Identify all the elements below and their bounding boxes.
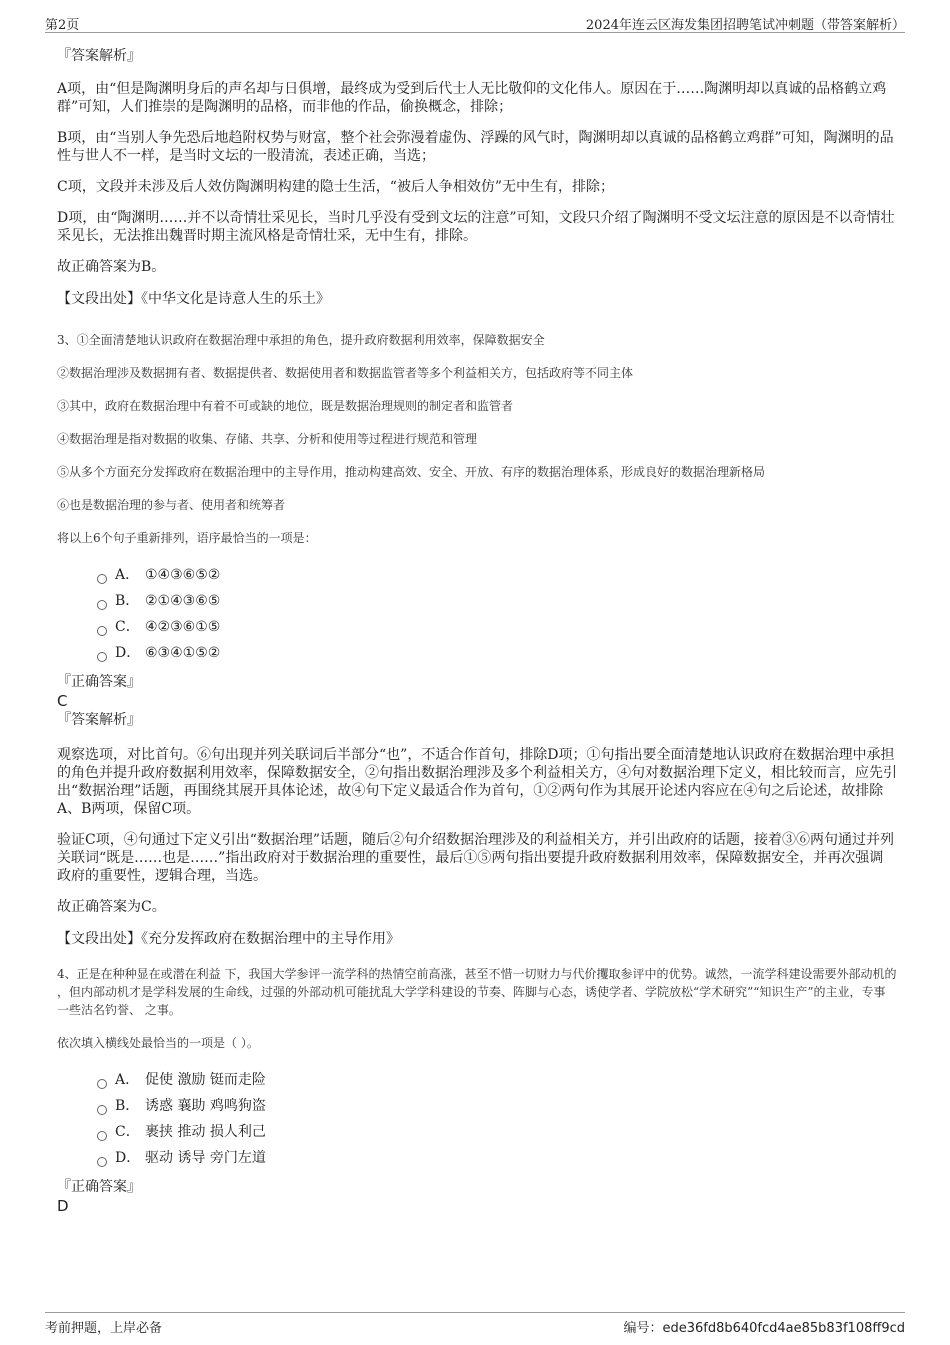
question-prompt: 依次填入横线处最恰当的一项是（ ）。 bbox=[57, 1036, 259, 1050]
option-b[interactable]: B． 诱惑 襄助 鸡鸣狗盗 bbox=[97, 1093, 897, 1119]
radio-icon[interactable] bbox=[97, 1105, 107, 1115]
document-body bbox=[57, 46, 897, 1215]
passage-source: 【文段出处】《充分发挥政府在数据治理中的主导作用》 bbox=[57, 931, 400, 947]
analysis-paragraph: 验证C项，④句通过下定义引出“数据治理”话题，随后②句介绍数据治理涉及的利益相关方，并引出政府的话题，接着③⑥两句通过并列关联词“既是……也是……”指出政府对于数据治理的重要性，最后①⑤两句指出要提升政府数据利用效率，保障数据安全，并再次强调政府的重要性，逻辑合理，当选。 bbox=[57, 832, 895, 884]
document-title: 2024年连云区海发集团招聘笔试冲刺题（带答案解析） bbox=[585, 18, 905, 33]
sentence: ⑥也是数据治理的参与者、使用者和统筹者 bbox=[57, 498, 286, 512]
correct-answer: C bbox=[57, 692, 68, 710]
option-a[interactable]: A． ①④③⑥⑤② bbox=[97, 562, 897, 588]
radio-icon[interactable] bbox=[97, 1131, 107, 1141]
option-c[interactable]: C． ④②③⑥①⑤ bbox=[97, 614, 897, 640]
correct-answer: D bbox=[57, 1197, 69, 1215]
analysis-paragraph: A项，由“但是陶渊明身后的声名却与日俱增，最终成为受到后代士人无比敬仰的文化伟人。原因在于……陶渊明却以真诚的品格鹤立鸡群”可知，人们推崇的是陶渊明的品格，而非他的作品，偷换概念，排除； bbox=[57, 81, 887, 115]
option-list bbox=[97, 1067, 897, 1171]
passage-source: 【文段出处】《中华文化是诗意人生的乐土》 bbox=[57, 291, 330, 307]
correct-answer-label: 『正确答案』 bbox=[57, 1179, 141, 1195]
radio-icon[interactable] bbox=[97, 574, 107, 584]
option-list bbox=[97, 562, 897, 666]
footer-slogan: 考前押题，上岸必备 bbox=[45, 1321, 163, 1336]
radio-icon[interactable] bbox=[97, 1079, 107, 1089]
sentence: ③其中，政府在数据治理中有着不可或缺的地位，既是数据治理规则的制定者和监管者 bbox=[57, 399, 514, 413]
radio-icon[interactable] bbox=[97, 626, 107, 636]
radio-icon[interactable] bbox=[97, 652, 107, 662]
conclusion: 故正确答案为C。 bbox=[57, 899, 166, 915]
analysis-paragraph: D项，由“陶渊明……并不以奇情壮采见长，当时几乎没有受到文坛的注意”可知，文段只介绍了陶渊明不受文坛注意的原因是不以奇情壮采见长，无法推出魏晋时期主流风格是奇情壮采，无中生有，排除。 bbox=[57, 210, 895, 244]
question-prompt: 将以上6个句子重新排列，语序最恰当的一项是： bbox=[57, 531, 317, 545]
question-passage: 4、正是在种种显在或潜在利益 下，我国大学参评一流学科的热情空前高涨，甚至不惜一切财力与代价攫取参评中的优势。诚然，一流学科建设需要外部动机的 ，但内部动机才是学科发展的生命线，过强的外部动机可能扰乱大学学科建设的节奏、阵脚与心态，诱使学者、学院放松“学术研究”“知识生产”的主业，专事一些沽名钓誉、 之事。 bbox=[57, 967, 897, 1017]
correct-answer-label: 『正确答案』 bbox=[57, 674, 141, 690]
analysis-label: 『答案解析』 bbox=[57, 48, 141, 64]
document-id: 编号：ede36fd8b640fcd4ae85b83f108ff9cd bbox=[623, 1321, 905, 1336]
option-a[interactable]: A． 促使 激励 铤而走险 bbox=[97, 1067, 897, 1093]
sentence: ⑤从多个方面充分发挥政府在数据治理中的主导作用，推动构建高效、安全、开放、有序的数据治理体系，形成良好的数据治理新格局 bbox=[57, 465, 766, 479]
radio-icon[interactable] bbox=[97, 600, 107, 610]
page-header bbox=[45, 12, 905, 33]
question-3 bbox=[57, 331, 897, 949]
sentence: ②数据治理涉及数据拥有者、数据提供者、数据使用者和数据监管者等多个利益相关方，包括政府等不同主体 bbox=[57, 366, 634, 380]
page-number: 第2页 bbox=[45, 18, 80, 33]
option-b[interactable]: B． ②①④③⑥⑤ bbox=[97, 588, 897, 614]
radio-icon[interactable] bbox=[97, 1157, 107, 1167]
sentence: 3、①全面清楚地认识政府在数据治理中承担的角色，提升政府数据利用效率，保障数据安全 bbox=[57, 333, 545, 347]
option-d[interactable]: D． 驱动 诱导 旁门左道 bbox=[97, 1145, 897, 1171]
analysis-label: 『答案解析』 bbox=[57, 712, 141, 728]
page-footer bbox=[45, 1312, 905, 1337]
analysis-paragraph: 观察选项，对比首句。⑥句出现并列关联词后半部分“也”，不适合作首句，排除D项；①句指出要全面清楚地认识政府在数据治理中承担的角色并提升政府数据利用效率，保障数据安全，②句指出数据治理涉及多个利益相关方，④句对数据治理下定义，相比较而言，应先引出“数据治理”话题，再围绕其展开具体论述，故④句下定义最适合作为首句，①②两句作为其展开论述内容应在④句之后论述，故排除A、B两项，保留C项。 bbox=[57, 747, 897, 817]
analysis-paragraph: C项，文段并未涉及后人效仿陶渊明构建的隐士生活，“被后人争相效仿”无中生有，排除； bbox=[57, 179, 615, 195]
conclusion: 故正确答案为B。 bbox=[57, 259, 166, 275]
analysis-paragraph: B项，由“当别人争先恐后地趋附权势与财富，整个社会弥漫着虚伪、浮躁的风气时，陶渊明却以真诚的品格鹤立鸡群”可知，陶渊明的品性与世人不一样，是当时文坛的一股清流，表述正确，当选； bbox=[57, 130, 894, 164]
option-d[interactable]: D． ⑥③④①⑤② bbox=[97, 640, 897, 666]
sentence: ④数据治理是指对数据的收集、存储、共享、分析和使用等过程进行规范和管理 bbox=[57, 432, 478, 446]
option-c[interactable]: C． 裹挟 推动 损人利己 bbox=[97, 1119, 897, 1145]
question-4 bbox=[57, 965, 897, 1215]
